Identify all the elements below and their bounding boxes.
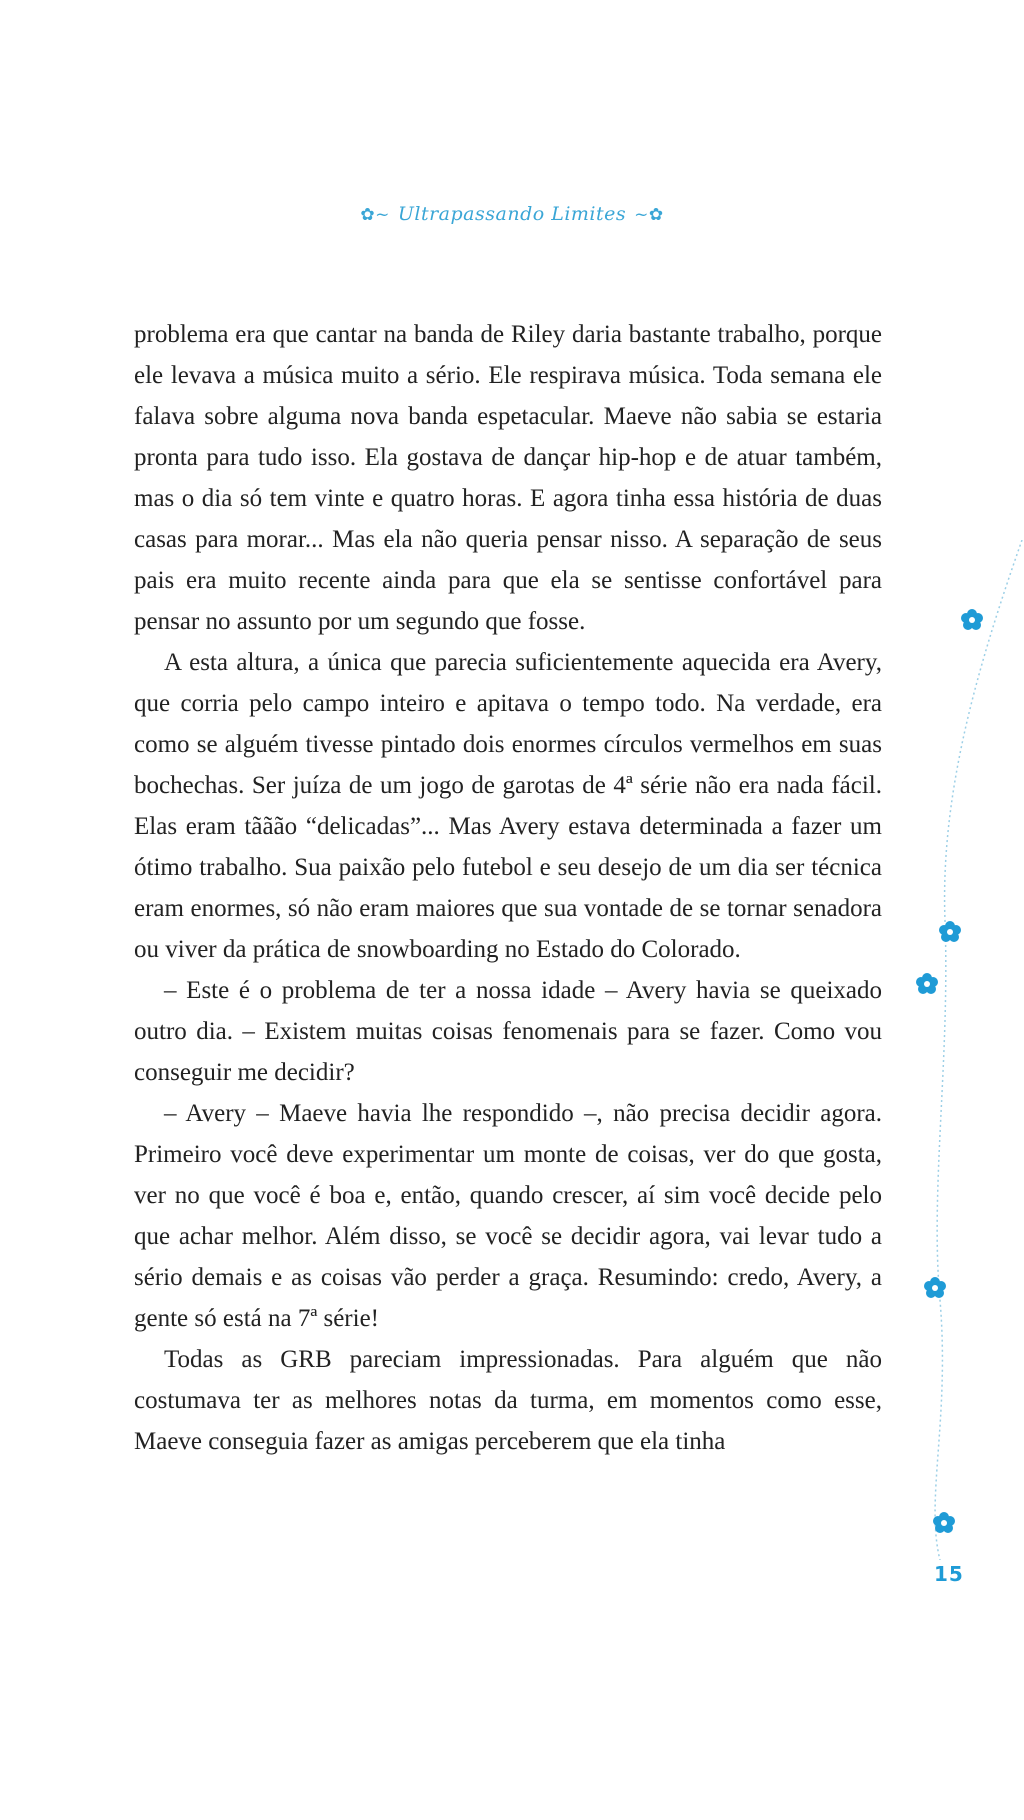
running-title: Ultrapassando Limites xyxy=(397,203,627,225)
flower-icon xyxy=(961,609,983,630)
paragraph-2: A esta altura, a única que parecia suficientemente aquecida era Avery, que corria pelo campo inteiro e apitava o tempo todo. Na verdade, era como se alguém tivesse pintado dois enormes círculos vermelhos em suas bochechas. Ser juíza de um jogo de garotas de 4ª série não era nada fácil. Elas eram tããão “delicadas”... Mas Avery estava determinada a fazer um ótimo trabalho. Sua paixão pelo futebol e seu desejo de um dia ser técnica eram enormes, só não eram maiores que sua vontade de se tornar senadora ou viver da prática de snowboarding no Estado do Colorado. xyxy=(134,649,882,963)
running-header xyxy=(0,203,1024,225)
paragraph-3: – Este é o problema de ter a nossa idade – Avery havia se queixado outro dia. – Existem muitas coisas fenomenais para se fazer. Como vou conseguir me decidir? xyxy=(134,977,882,1086)
flower-icon xyxy=(933,1512,955,1533)
vine-line-icon xyxy=(935,540,1022,1560)
paragraph-4: – Avery – Maeve havia lhe respondido –, não precisa decidir agora. Primeiro você deve experimentar um monte de coisas, ver do que gosta, ver no que você é boa e, então, quando crescer, aí sim você decide pelo que achar melhor. Além disso, se você se decidir agora, vai levar tudo a sério demais e as coisas vão perder a graça. Resumindo: credo, Avery, a gente só está na 7ª série! xyxy=(134,1100,882,1332)
vine-decoration xyxy=(900,540,1024,1560)
flower-icon xyxy=(924,1277,946,1298)
paragraph-1: problema era que cantar na banda de Riley daria bastante trabalho, porque ele levava a música muito a sério. Ele respirava música. Toda semana ele falava sobre alguma nova banda espetacular. Maeve não sabia se estaria pronta para tudo isso. Ela gostava de dançar hip-hop e de atuar também, mas o dia só tem vinte e quatro horas. E agora tinha essa história de duas casas para morar... Mas ela não queria pensar nisso. A separação de seus pais era muito recente ainda para que ela se sentisse confortável para pensar no assunto por um segundo que fosse. xyxy=(134,321,882,635)
flower-icon xyxy=(916,973,938,994)
ornament-left-icon: ✿~ xyxy=(360,205,390,225)
body-text xyxy=(134,314,882,1462)
flower-icon xyxy=(939,921,961,942)
paragraph-5: Todas as GRB pareciam impressionadas. Para alguém que não costumava ter as melhores notas da turma, em momentos como esse, Maeve conseguia fazer as amigas perceberem que ela tinha xyxy=(134,1346,882,1455)
ornament-right-icon: ~✿ xyxy=(634,205,664,225)
page-number: 15 xyxy=(934,1562,964,1586)
